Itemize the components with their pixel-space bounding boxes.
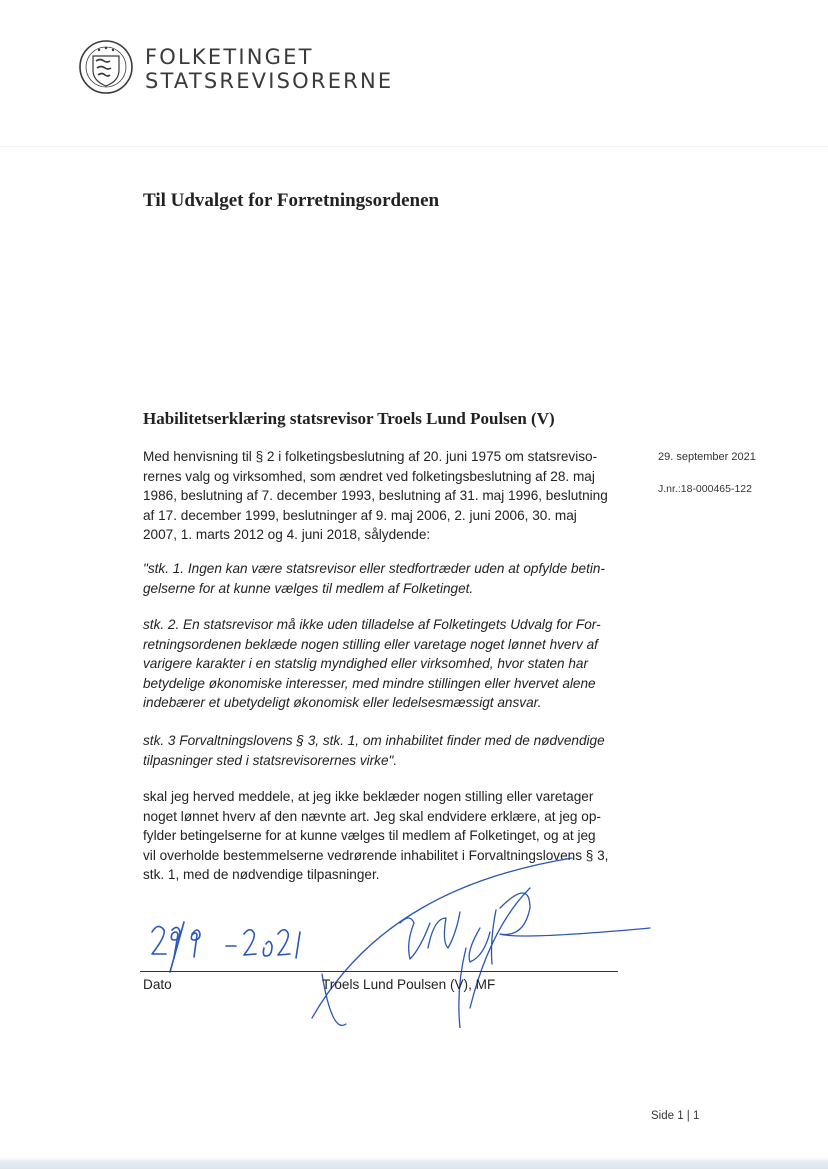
- signature-line: [140, 971, 618, 972]
- text-line: gelserne for at kunne vælges til medlem af Folketinget.: [143, 580, 474, 596]
- text-line: varigere karakter i en statslig myndighed eller virksomhed, hvor staten har: [143, 656, 589, 672]
- org-line-2: STATSREVISORERNE: [145, 69, 394, 93]
- organization-name: [145, 45, 393, 93]
- text-line: 2007, 1. marts 2012 og 4. juni 2018, sålydende:: [143, 527, 431, 543]
- text-line: skal jeg herved meddele, at jeg ikke beklæder nogen stilling eller varetager: [143, 789, 594, 804]
- quote-stk-1: [143, 559, 623, 598]
- text-line: stk. 2. En statsrevisor må ikke uden tilladelse af Folketingets Udvalg for For-: [143, 617, 601, 632]
- text-line: rernes valg og virksomhed, som ændret ved folketingsbeslutning af 28. maj: [143, 468, 595, 484]
- text-line: Med henvisning til § 2 i folketingsbeslutning af 20. juni 1975 om statsreviso-: [143, 449, 598, 464]
- quote-stk-2: [143, 615, 623, 713]
- page-number: Side 1 | 1: [651, 1110, 700, 1122]
- quote-stk-3: [143, 731, 623, 770]
- org-line-1: FOLKETINGET: [145, 45, 314, 69]
- text-line: stk. 1, med de nødvendige tilpasninger.: [143, 867, 380, 883]
- letter-date: 29. september 2021: [658, 451, 756, 463]
- recipient-heading: Til Udvalget for Forretningsordenen: [143, 190, 440, 211]
- text-line: "stk. 1. Ingen kan være statsrevisor eller stedfortræder uden at opfylde betin-: [143, 561, 605, 576]
- text-line: af 17. december 1999, beslutninger af 9. maj 2006, 2. juni 2006, 30. maj: [143, 507, 577, 523]
- handwritten-date: [148, 914, 318, 974]
- text-line: fylder betingelserne for at kunne vælges til medlem af Folketinget, og at jeg: [143, 828, 596, 844]
- header-divider: [0, 146, 828, 147]
- text-line: retningsordenen beklæde nogen stilling eller varetage noget lønnet hverv af: [143, 636, 598, 652]
- coat-of-arms-seal-icon: [79, 40, 133, 94]
- text-line: noget lønnet hverv af den nævnte art. Jeg skal endvidere erklære, at jeg op-: [143, 808, 601, 824]
- text-line: betydelige økonomiske interesser, med mindre stillingen eller hvervet alene: [143, 675, 596, 691]
- scan-edge: [0, 1157, 828, 1169]
- intro-paragraph: [143, 447, 623, 545]
- handwritten-signature: [300, 848, 660, 1028]
- journal-number: J.nr.:18-000465-122: [658, 483, 752, 495]
- text-line: tilpasninger sted i statsrevisorernes virke".: [143, 752, 398, 768]
- signer-name: Troels Lund Poulsen (V), MF: [322, 977, 496, 992]
- text-line: vil overholde bestemmelserne vedrørende inhabilitet i Forvaltningslovens § 3,: [143, 847, 609, 863]
- subject-heading: Habilitetserklæring statsrevisor Troels Lund Poulsen (V): [143, 409, 555, 428]
- text-line: stk. 3 Forvaltningslovens § 3, stk. 1, om inhabilitet finder med de nødvendige: [143, 733, 605, 748]
- text-line: indebærer et ubetydeligt økonomisk eller ledelsesmæssigt ansvar.: [143, 695, 542, 711]
- text-line: 1986, beslutning af 7. december 1993, beslutning af 31. maj 1996, beslutning: [143, 488, 608, 504]
- date-label: Dato: [143, 977, 172, 992]
